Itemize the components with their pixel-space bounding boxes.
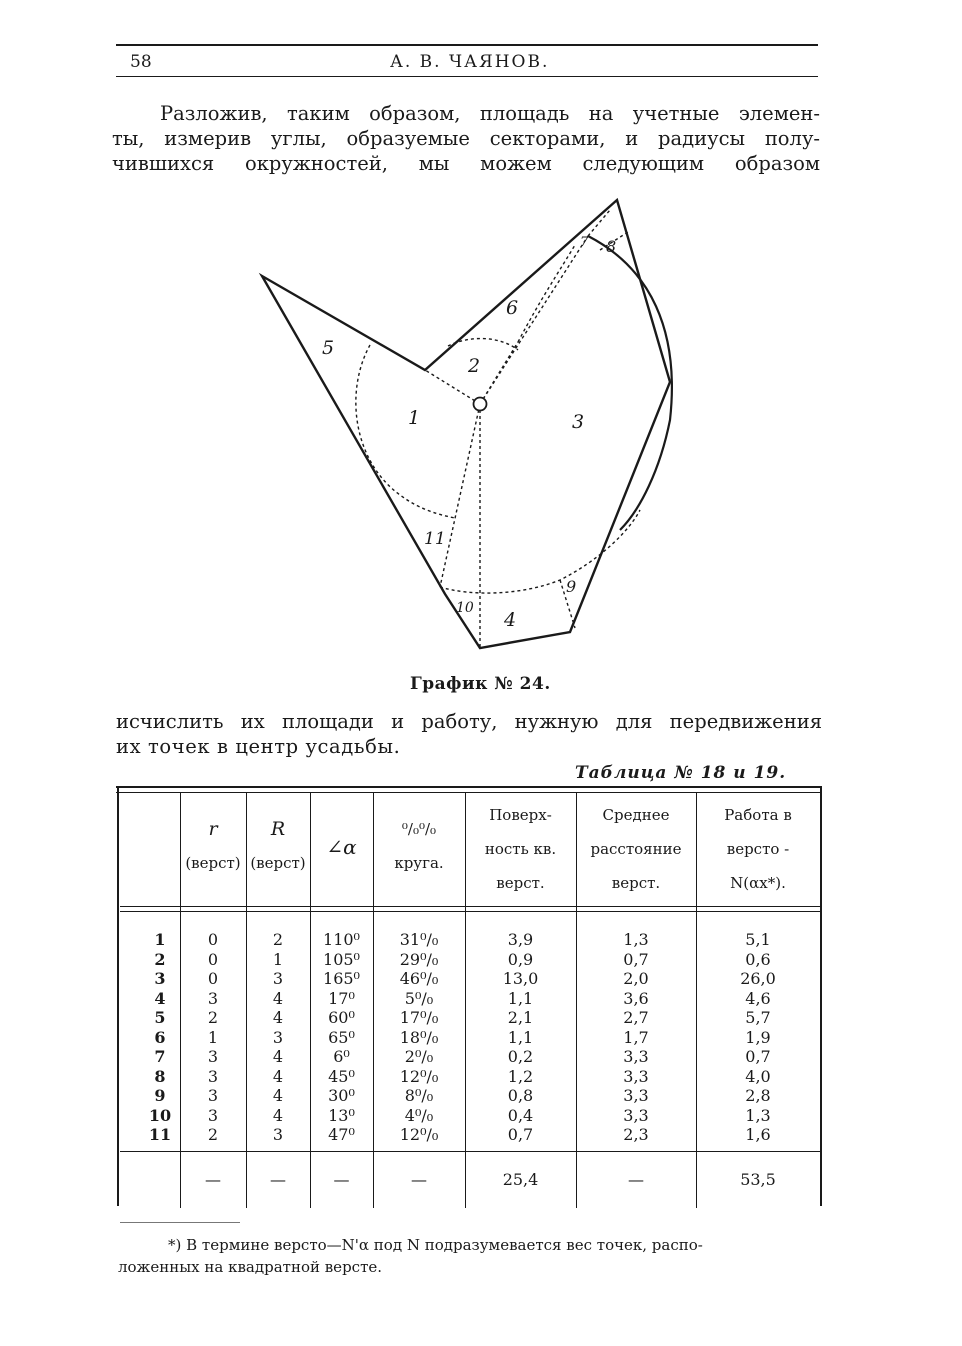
table-cell: 10 [148,1105,172,1125]
table-header-rule [120,906,820,907]
table-cell: 165⁰ [323,969,360,988]
column-row-number [140,930,180,1145]
footnote-rule [120,1222,240,1223]
estate-boundary [262,200,670,648]
column-angle [310,930,373,1145]
header-work-line: N(αх*). [730,874,786,892]
sector-arc-6 [518,245,575,342]
table-cell: 5,1 [745,930,771,949]
table-cell: 3 [272,1125,284,1144]
table-cell: 4⁰/₀ [404,1105,434,1125]
table-totals-rule [120,1151,820,1152]
column-mean-distance [576,930,696,1145]
column-surface [465,930,576,1145]
paragraph-line: чившихся окружностей, мы можем следующим образом [112,152,820,175]
header-mean-distance-line: верст. [611,874,661,892]
table-cell: 0,8 [507,1086,534,1105]
header-angle [310,830,373,864]
table-cell: 1,6 [745,1125,771,1144]
sector-label: 11 [424,529,446,549]
table-cell: 8⁰/₀ [404,1086,434,1105]
paragraph-line: их точек в центр усадьбы. [116,735,401,758]
table-cell: 0,2 [507,1047,534,1066]
sector-label: 6 [506,297,519,319]
table-right-border [820,786,822,1206]
table-cell: 1,7 [623,1027,649,1047]
table-cell: 2,8 [745,1086,771,1105]
table-cell: 4 [272,1105,284,1125]
column-R [246,930,310,1145]
sector-label: 1 [408,407,421,429]
table-cell: 2 [154,949,166,969]
table-cell: 31⁰/₀ [399,930,439,949]
column-r [180,930,246,1145]
table-cell: 3 [207,1047,219,1066]
header-r-symbol: r [208,818,218,840]
table-cell: 45⁰ [328,1066,355,1086]
sector-label: 2 [468,355,481,377]
table-cell: 0,7 [623,949,649,969]
table-cell: 3 [207,1086,219,1105]
table-cell: 1,3 [745,1105,771,1125]
column-work [696,930,820,1145]
header-surface-line: верст. [496,874,545,892]
table-top-rule-thin [116,792,822,793]
header-angle-label: ∠α [326,835,357,859]
footnote-line: *) В термине версто—N'α под N подразумевается вес точек, распо- [168,1236,703,1254]
header-work-line: версто - [726,840,790,858]
footnote [118,1234,830,1278]
table-cell: 3 [207,988,219,1008]
table-cell: 12⁰/₀ [399,1125,439,1144]
table-cell: 0,7 [507,1125,534,1144]
footnote-line: ложенных на квадратной версте. [118,1258,383,1276]
table-cell: 4 [272,1008,284,1027]
paragraph-line: Разложив, таким образом, площадь на учетные элемен- [160,102,820,125]
header-surface [465,798,576,900]
column-percent [373,930,465,1145]
total-surface: 25,4 [502,1170,539,1189]
table-cell: 3 [207,1066,219,1086]
table-cell: 2⁰/₀ [404,1047,434,1066]
sector-arc-inner-1 [356,345,455,518]
total-angle: — [333,1170,350,1189]
sector-label: 5 [322,337,335,359]
table-cell: 0 [207,949,219,969]
header-work [696,798,820,900]
paragraph-continuation [116,709,822,759]
table-cell: 2 [207,1125,219,1144]
header-percent-label: круга. [394,854,444,872]
table-cell: 110⁰ [323,930,360,949]
table-cell: 6⁰ [333,1047,350,1066]
table-cell: 13⁰ [328,1105,355,1125]
running-head-author: А. В. ЧАЯНОВ. [390,52,550,72]
table-cell: 1,1 [507,1027,534,1047]
sector-arc-outer [588,236,672,530]
table-cell: 1,1 [507,988,534,1008]
header-mean-distance-line: расстояние [590,840,682,858]
table-cell: 3,6 [623,988,649,1008]
table-cell: 4 [272,1066,284,1086]
table-cell: 3 [272,969,284,988]
table-cell: 7 [154,1047,166,1066]
table-cell: 60⁰ [328,1008,355,1027]
table-cell: 0,4 [507,1105,534,1125]
header-R-symbol: R [270,818,286,840]
header-r-unit: (верст) [185,854,241,872]
table-cell: 2 [207,1008,219,1027]
table-top-rule [116,786,822,788]
sector-arc-bottom [440,510,640,593]
total-r: — [205,1170,221,1189]
table-cell: 18⁰/₀ [399,1027,439,1047]
table-cell: 12⁰/₀ [399,1066,439,1086]
table-cell: 47⁰ [328,1125,355,1144]
header-surface-line: Поверх- [489,806,552,824]
table-cell: 29⁰/₀ [399,949,439,969]
table-cell: 46⁰/₀ [399,969,439,988]
figure-caption: График № 24. [410,674,551,694]
table-header-rule-2 [120,911,820,912]
table-cell: 30⁰ [328,1086,355,1105]
table-cell: 105⁰ [323,949,360,969]
total-work: 53,5 [740,1170,776,1189]
table-cell: 1,3 [623,930,649,949]
table-cell: 0,9 [507,949,534,969]
header-percent [373,812,465,880]
sector-label: 10 [456,600,474,616]
table-cell: 5,7 [745,1008,771,1027]
table-cell: 5⁰/₀ [404,988,434,1008]
page-number: 58 [130,52,152,72]
table-cell: 3 [154,969,166,988]
header-surface-line: ность кв. [484,840,557,858]
table-cell: 2 [272,930,284,949]
table-cell: 1 [272,949,284,969]
table-cell: 3 [272,1027,284,1047]
table-cell: 2,3 [623,1125,649,1144]
header-R [246,812,310,880]
sector-label: 7 [580,235,589,250]
sector-label: 3 [572,411,585,433]
header-mean-distance [576,798,696,900]
table-cell: 1,9 [745,1027,771,1047]
table-left-border [117,786,119,1206]
table-cell: 4,6 [745,988,771,1008]
table-cell: 1 [154,930,166,949]
paragraph-line: ты, измерив углы, образуемые секторами, и радиусы полу- [112,127,820,150]
sector-label: 4 [504,609,517,631]
table-cell: 13,0 [502,969,539,988]
table-cell: 6 [154,1027,166,1047]
table-cell: 3,3 [623,1066,649,1086]
header-r [180,812,246,880]
sector-label: 9 [566,577,577,596]
table-cell: 26,0 [740,969,776,988]
table-cell: 0,7 [745,1047,771,1066]
table-title: Таблица № 18 и 19. [575,763,787,783]
table-cell: 8 [154,1066,166,1086]
paragraph-line: исчислить их площади и работу, нужную для передвижения [116,710,822,733]
table-cell: 0 [207,969,219,988]
table-cell: 11 [148,1125,172,1144]
sector-label: 8 [606,237,617,256]
table-cell: 3,3 [623,1047,649,1066]
table-cell: 1,2 [507,1066,534,1086]
table-cell: 4 [272,1086,284,1105]
table-cell: 2,0 [623,969,649,988]
table-cell: 4 [154,988,166,1008]
table-cell: 5 [154,1008,166,1027]
table-cell: 3,3 [623,1086,649,1105]
table-cell: 2,7 [623,1008,649,1027]
table-cell: 17⁰ [328,988,355,1008]
table-cell: 9 [154,1086,166,1105]
header-mean-distance-line: Среднее [602,806,670,824]
table-cell: 3,9 [507,930,534,949]
total-percent: — [411,1170,427,1189]
table-cell: 0,6 [745,949,771,969]
total-mean-distance: — [628,1170,644,1189]
header-percent-symbol: ⁰/₀⁰/₀ [401,820,437,838]
estate-center-marker [474,398,487,411]
table-cell: 4 [272,1047,284,1066]
header-R-unit: (верст) [250,854,306,872]
table-cell: 3,3 [623,1105,649,1125]
table-cell: 17⁰/₀ [399,1008,439,1027]
total-R: — [270,1170,286,1189]
table-cell: 1 [207,1027,219,1047]
table-cell: 0 [207,930,219,949]
table-cell: 65⁰ [328,1027,355,1047]
header-work-line: Работа в [724,806,792,824]
table-cell: 4,0 [745,1066,771,1086]
table-cell: 4 [272,988,284,1008]
table-cell: 2,1 [507,1008,534,1027]
table-cell: 3 [207,1105,219,1125]
